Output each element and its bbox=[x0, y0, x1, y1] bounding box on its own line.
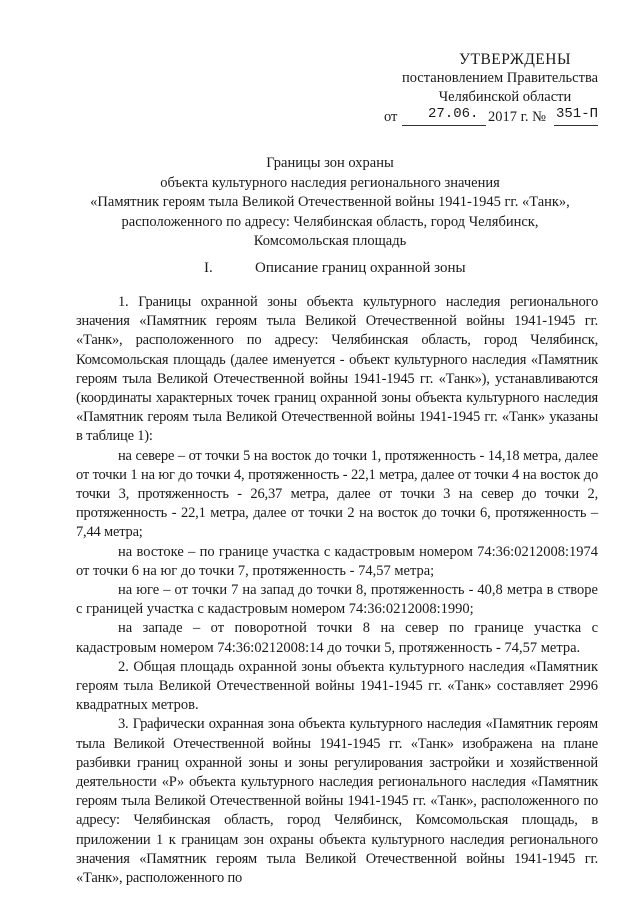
section-title: Описание границ охранной зоны bbox=[255, 260, 466, 276]
order-date: 27.06. bbox=[428, 106, 479, 122]
title-line-4: расположенного по адресу: Челябинская область, город Челябинск, bbox=[121, 213, 539, 230]
document-title bbox=[60, 154, 600, 252]
year-label: 2017 г. № bbox=[488, 109, 547, 125]
from-label: от bbox=[384, 109, 398, 125]
number-underline bbox=[554, 125, 598, 126]
paragraph: 2. Общая площадь охранной зоны объекта культурного наследия «Памятник героям тыла Великой Отечественной войны 1941-1945 гг. «Танк» составляет 2996 квадратных метров. bbox=[76, 658, 598, 714]
paragraph: на востоке – по границе участка с кадастровым номером 74:36:0212008:1974 от точки 6 на юг до точки 7, протяженность - 74,57 метра; bbox=[76, 543, 598, 579]
approval-heading: УТВЕРЖДЕНЫ bbox=[459, 51, 571, 68]
title-line-2: объекта культурного наследия регионального значения bbox=[160, 174, 500, 191]
title-line-3: «Памятник героям тыла Великой Отечественной войны 1941-1945 гг. «Танк», bbox=[90, 194, 570, 210]
paragraph: 1. Границы охранной зоны объекта культурного наследия регионального значения «Памятник героям тыла Великой Отечественной войны 1941-1945 гг. «Танк», расположенного по адресу: Челябинская область, город Челябинск, Комсомольская площадь (далее именуется - объект культурного наследия «Памятник героям тыла Великой Отечественной войны 1941-1945 гг. «Танк»), устанавливаются (координаты характерных точек границ охранной зоны объекта культурного наследия «Памятник героям тыла Великой Отечественной войны 1941-1945 гг. «Танк» указаны в таблице 1): bbox=[76, 294, 598, 445]
paragraph: 3. Графически охранная зона объекта культурного наследия «Памятник героям тыла Великой Отечественной войны 1941-1945 гг. «Танк» изображена на плане разбивки границ охранной зоны и зоны регулирования застройки и хозяйственной деятельности «Р» объекта культурного наследия регионального наследия «Памятник героям тыла Великой Отечественной войны 1941-1945 гг. «Танк», расположенного по адресу: Челябинская область, город Челябинск, Комсомольская площадь, в приложении 1 к границам зон охраны объекта культурного наследия регионального значения «Памятник героям тыла Великой Отечественной войны 1941-1945 гг. «Танк», расположенного по bbox=[76, 716, 598, 887]
order-number: 351-П bbox=[556, 106, 599, 122]
approval-order-row bbox=[380, 108, 610, 128]
paragraph: на западе – от поворотной точки 8 на север по границе участка с кадастровым номером 74:36:0212008:14 до точки 5, протяженность - 74,57 метра. bbox=[76, 620, 598, 656]
paragraph: на юге – от точки 7 на запад до точки 8, протяженность - 40,8 метра в створе с границей участка с кадастровым номером 74:36:0212008:1990; bbox=[76, 582, 598, 618]
approval-line-1: постановлением Правительства bbox=[401, 70, 599, 86]
title-line-1: Границы зон охраны bbox=[266, 155, 394, 171]
document-body bbox=[76, 293, 598, 888]
approval-line-2: Челябинской области bbox=[438, 89, 572, 105]
approval-stamp bbox=[380, 50, 610, 128]
title-line-5: Комсомольская площадь bbox=[253, 233, 407, 249]
section-number: I. bbox=[204, 260, 213, 276]
date-underline bbox=[402, 125, 486, 126]
paragraph: на севере – от точки 5 на восток до точки 1, протяженность - 14,18 метра, далее от точки 1 на юг до точки 4, протяженность - 22,1 метра, далее от точки 4 на восток до точки 3, протяженность - 26,37 метра, далее от точки 3 на север до точки 2, протяженность - 22,1 метра, далее от точки 2 на восток до точки 6, протяженность – 7,44 метра; bbox=[76, 447, 598, 541]
